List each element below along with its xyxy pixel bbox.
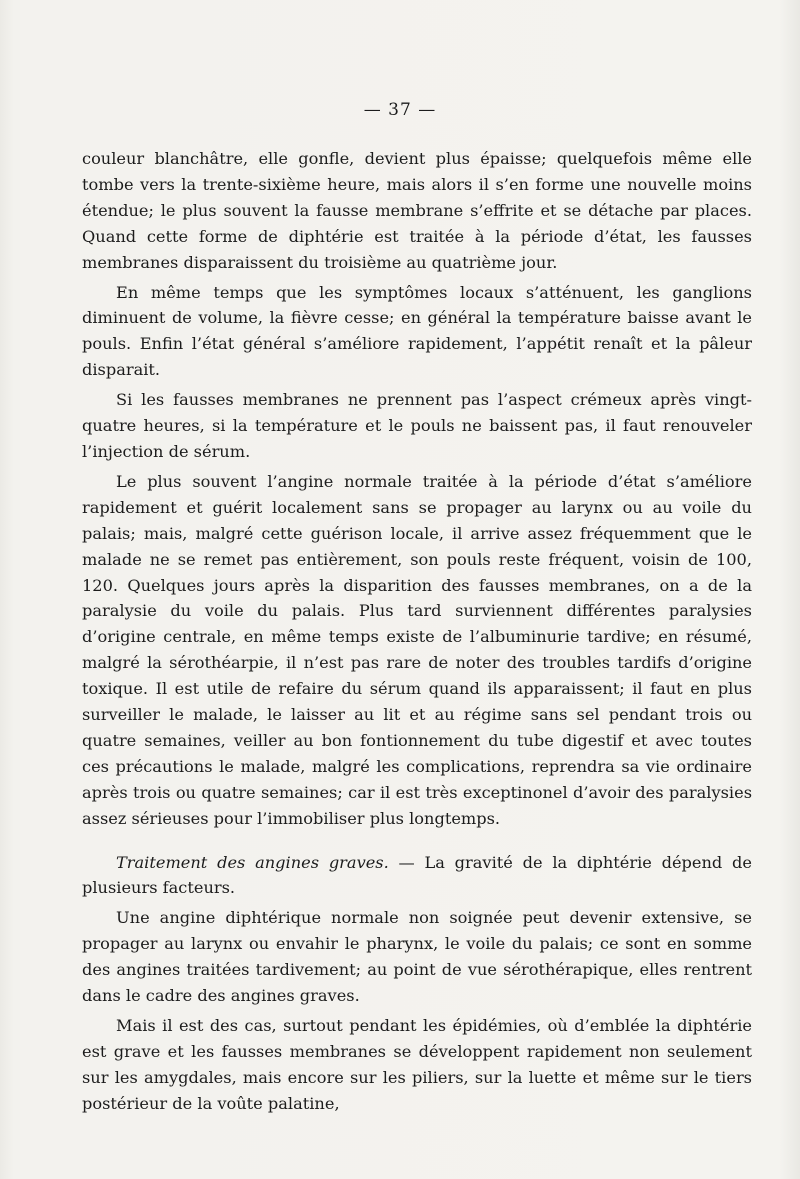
section-heading-text: — La gravité de la diphtérie dépend de plusieurs facteurs. — [82, 852, 752, 898]
paragraph-continuation: couleur blanchâtre, elle gonfle, devient plus épaisse; quelquefois même elle tombe vers la trente-sixième heure, mais alors il s’en forme une nouvelle moins étendue; le plus souvent la fausse membrane s’effrite et se détache par places. Quand cette forme de diphtérie est traitée à la période d’état, les fausses membranes disparaissent du troisième au quatrième jour. — [82, 149, 752, 272]
section-heading: Traitement des angines graves. — [116, 852, 389, 872]
paragraph: Une angine diphtérique normale non soignée peut devenir extensive, se propager au larynx ou envahir le pharynx, le voile du palais; ce sont en somme des angines traitées tardivement; au point de vue sérothérapique, elles rentrent dans le cadre des angines graves. — [82, 908, 752, 1006]
section-paragraph — [82, 850, 752, 902]
paragraph: Le plus souvent l’angine normale traitée à la période d’état s’améliore rapidement et guérit localement sans se propager au larynx ou au voile du palais; mais, malgré cette guérison locale, il arrive assez fréquemment que le malade ne se remet pas entièrement, son pouls reste fréquent, voisin de 100, 120. Quelques jours après la disparition des fausses membranes, on a de la paralysie du voile du palais. Plus tard surviennent différentes paralysies d’origine centrale, en même temps existe de l’albuminurie tardive; en résumé, malgré la sérothéarpie, il n’est pas rare de noter des troubles tardifs d’origine toxique. Il est utile de refaire du sérum quand ils apparaissent; il faut en plus surveiller le malade, le laisser au lit et au régime sans sel pendant trois ou quatre semaines, veiller au bon fontionnement du tube digestif et avec toutes ces précautions le malade, malgré les complications, reprendra sa vie ordinaire après trois ou quatre semaines; car il est très exceptinonel d’avoir des paralysies assez sérieuses pour l’immobiliser plus longtemps. — [82, 471, 752, 828]
paragraph: En même temps que les symptômes locaux s’atténuent, les ganglions diminuent de volume, la fièvre cesse; en général la température baisse avant le pouls. Enfin l’état général s’améliore rapidement, l’appétit renaît et la pâleur disparait. — [82, 282, 752, 380]
paragraph: Si les fausses membranes ne prennent pas l’aspect crémeux après vingt-quatre heures, si la température et le pouls ne baissent pas, il faut renouveler l’injection de sérum. — [82, 390, 752, 461]
page-number: — 37 — — [363, 100, 437, 120]
body-text — [82, 146, 752, 1121]
section-spacer — [82, 836, 752, 850]
paragraph: Mais il est des cas, surtout pendant les épidémies, où d’emblée la diphtérie est grave et les fausses membranes se développent rapidement non seulement sur les amygdales, mais encore sur les piliers, sur la luette et même sur le tiers postérieur de la voûte palatine, — [82, 1016, 752, 1113]
